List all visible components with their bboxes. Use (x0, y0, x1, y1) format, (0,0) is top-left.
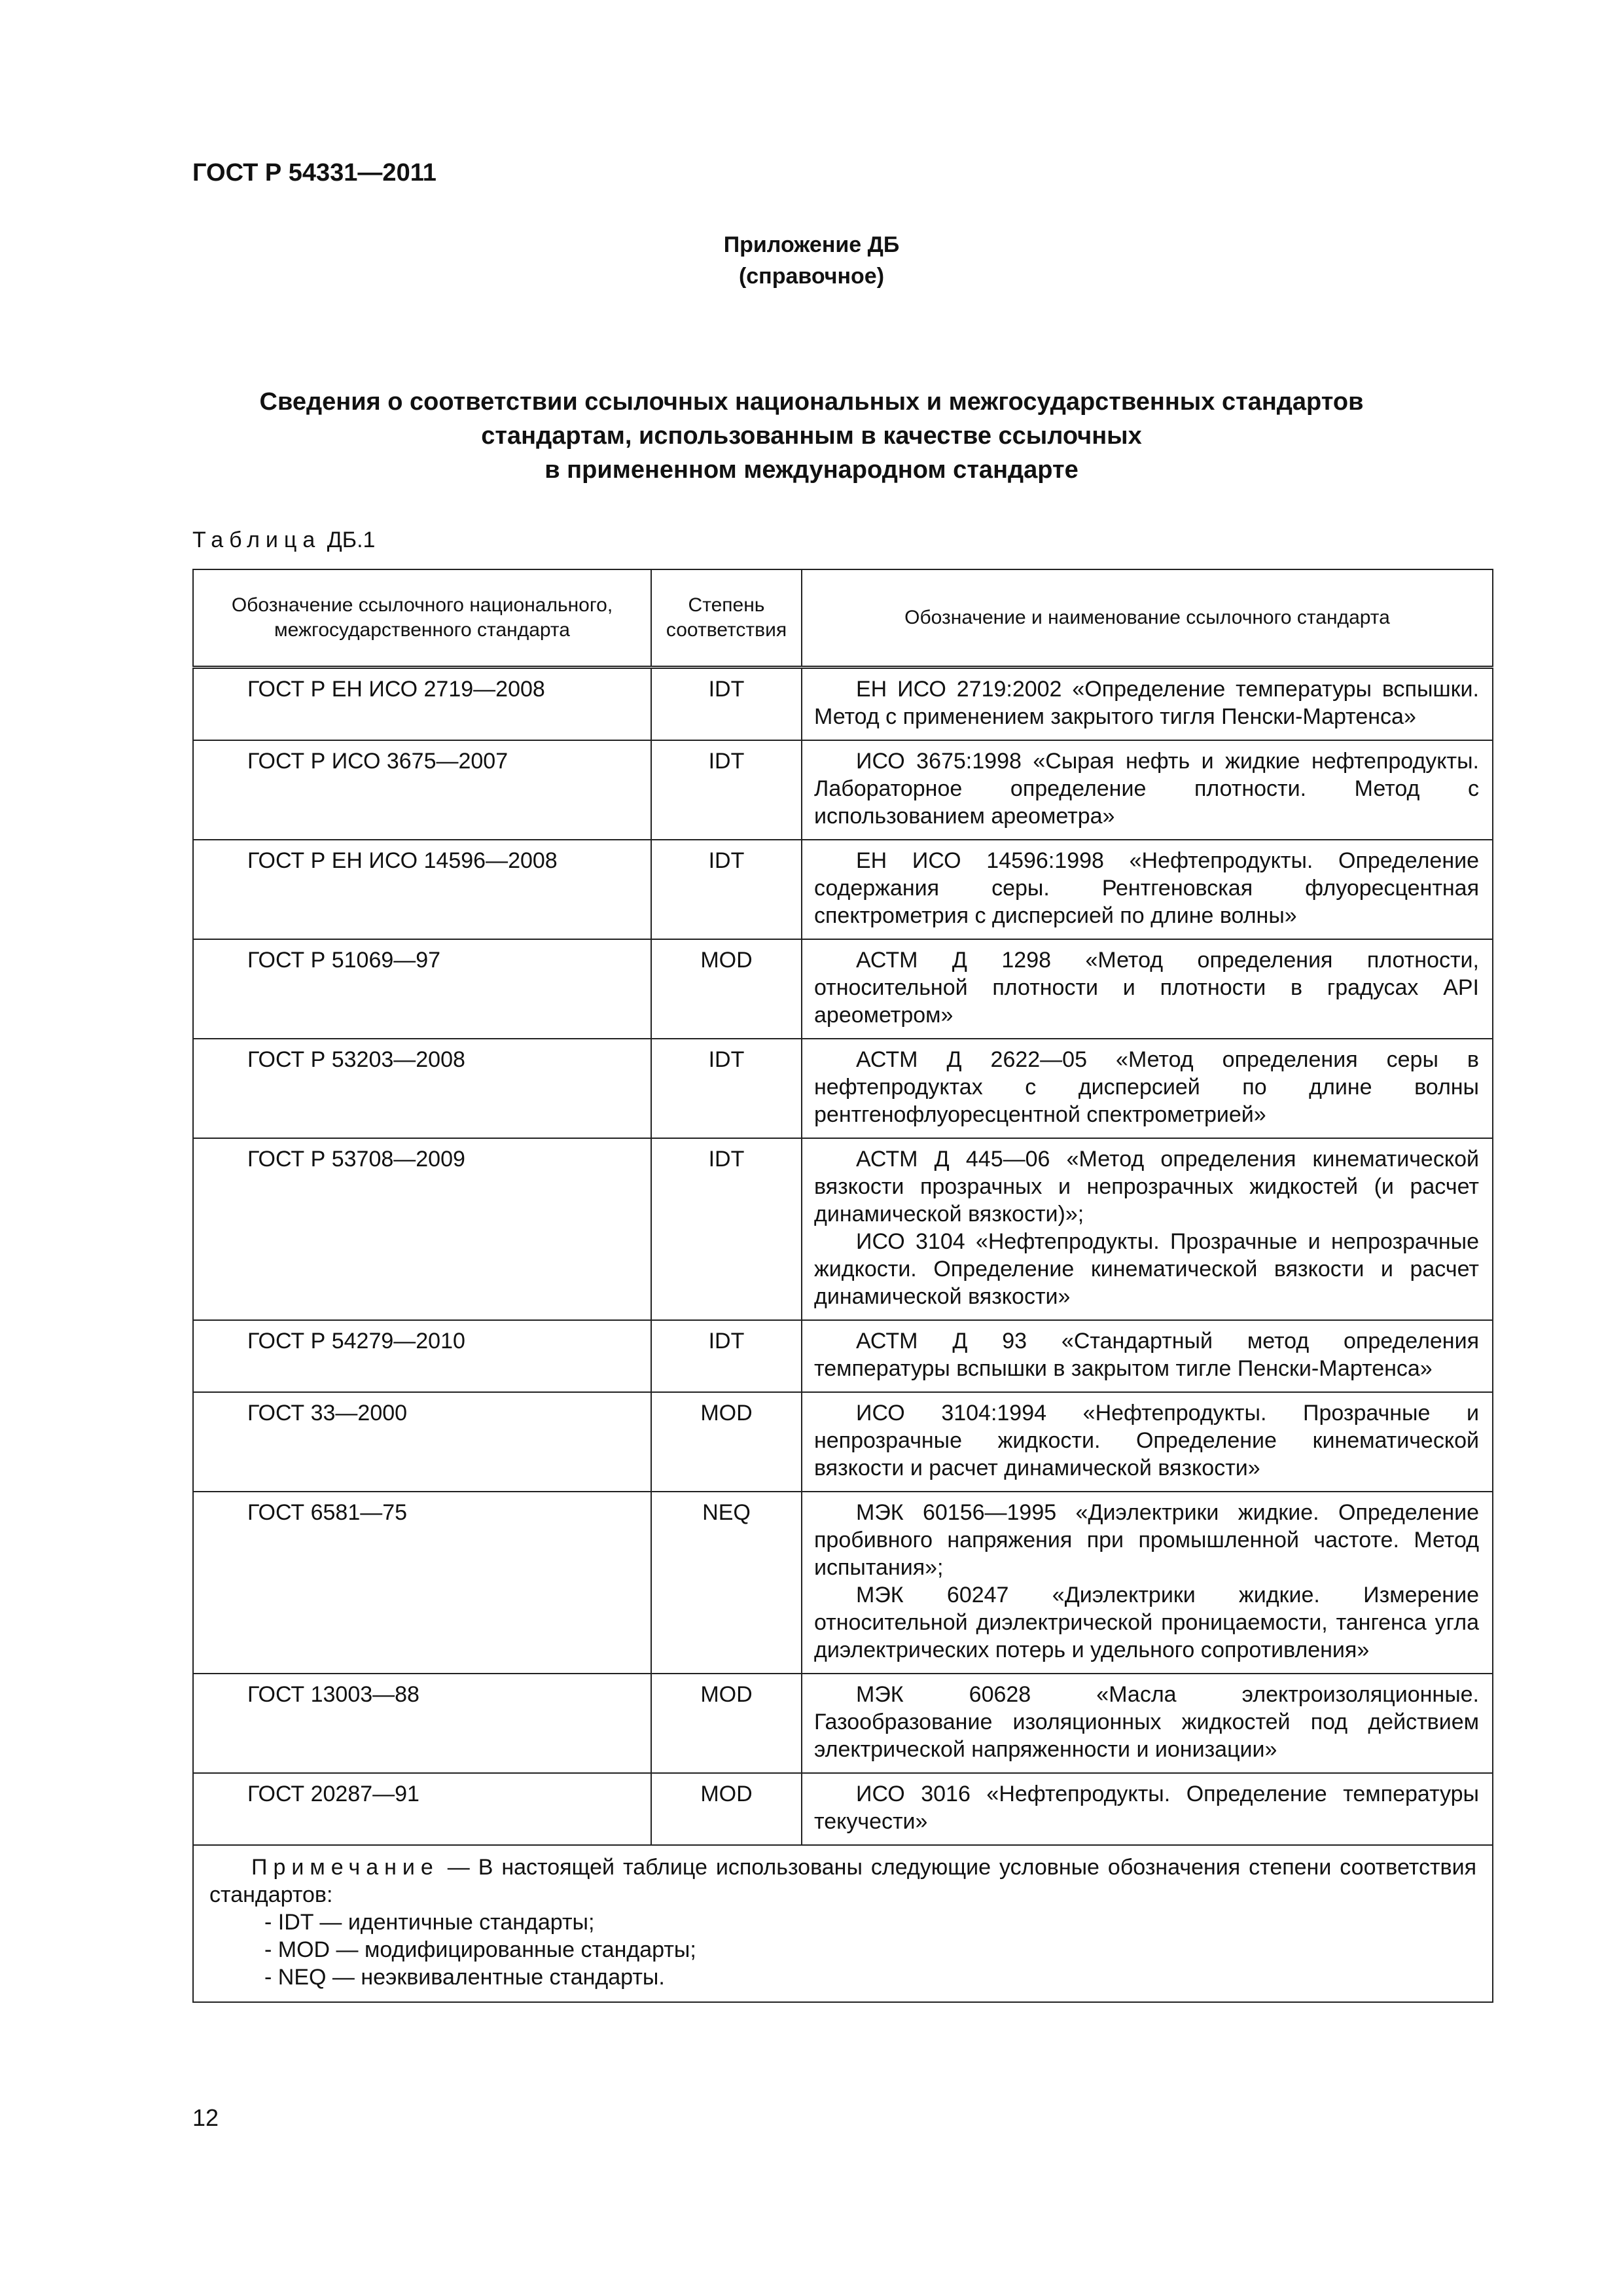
reference-description-paragraph: МЭК 60156—1995 «Диэлектрики жидкие. Определение пробивного напряжения при промышленной частоте. Метод испытания»; (814, 1500, 1479, 1580)
standards-table (192, 569, 1493, 2003)
degree-of-correspondence: MOD (651, 1392, 802, 1492)
section-title (131, 385, 1492, 487)
degree-of-correspondence: MOD (651, 1674, 802, 1773)
degree-of-correspondence: IDT (651, 668, 802, 741)
table-header-row (193, 569, 1493, 668)
section-title-line-1: Сведения о соответствии ссылочных национальных и межгосударственных стандартов (259, 388, 1364, 416)
standard-code: ГОСТ 20287—91 (193, 1773, 651, 1845)
standard-code: ГОСТ Р ЕН ИСО 14596—2008 (193, 840, 651, 939)
note-intro (209, 1854, 1476, 1909)
reference-description (802, 1039, 1493, 1138)
table-row (193, 840, 1493, 939)
degree-of-correspondence: MOD (651, 939, 802, 1039)
table-row (193, 1674, 1493, 1773)
header-national-standard: Обозначение ссылочного национального, межгосударственного стандарта (193, 569, 651, 668)
reference-description-paragraph: МЭК 60628 «Масла электроизоляционные. Газообразование изоляционных жидкостей под действием электрической напряженности и ионизации» (814, 1682, 1479, 1762)
reference-description (802, 1392, 1493, 1492)
degree-of-correspondence: IDT (651, 840, 802, 939)
table-body (193, 668, 1493, 2003)
reference-description (802, 939, 1493, 1039)
reference-description (802, 1320, 1493, 1392)
degree-of-correspondence: IDT (651, 740, 802, 840)
standard-code: ГОСТ Р 53708—2009 (193, 1138, 651, 1320)
reference-description-paragraph: ИСО 3016 «Нефтепродукты. Определение температуры текучести» (814, 1782, 1479, 1834)
reference-description-paragraph: ИСО 3104:1994 «Нефтепродукты. Прозрачные и непрозрачные жидкости. Определение кинематической вязкости и расчет динамической вязкости» (814, 1401, 1479, 1480)
standard-code: ГОСТ Р 53203—2008 (193, 1039, 651, 1138)
header-degree: Степень соответствия (651, 569, 802, 668)
reference-description-paragraph: ЕН ИСО 2719:2002 «Определение температуры вспышки. Метод с применением закрытого тигля Пенски-Мартенса» (814, 677, 1479, 729)
reference-description (802, 1674, 1493, 1773)
reference-description-paragraph: АСТМ Д 1298 «Метод определения плотности, относительной плотности и плотности в градусах API ареометром» (814, 948, 1479, 1028)
reference-description-paragraph: АСТМ Д 2622—05 «Метод определения серы в нефтепродуктах с дисперсией по длине волны рентгенофлуоресцентной спектрометрией» (814, 1047, 1479, 1127)
table-row (193, 1138, 1493, 1320)
appendix-title: Приложение ДБ (723, 232, 900, 257)
page-number: 12 (192, 2104, 219, 2131)
reference-description (802, 668, 1493, 741)
standard-code: ГОСТ Р 54279—2010 (193, 1320, 651, 1392)
section-title-line-3: в примененном международном стандарте (544, 456, 1079, 484)
table-row (193, 740, 1493, 840)
table-caption (192, 528, 375, 553)
reference-description-paragraph: АСТМ Д 93 «Стандартный метод определения температуры вспышки в закрытом тигле Пенски-Мартенса» (814, 1329, 1479, 1381)
table-row (193, 1773, 1493, 1845)
note-list-item: - NEQ — неэквивалентные стандарты. (264, 1965, 665, 1990)
table-row (193, 1392, 1493, 1492)
degree-of-correspondence: IDT (651, 1138, 802, 1320)
note-label: Примечание (251, 1855, 439, 1880)
appendix-subtitle: (справочное) (738, 264, 885, 289)
table-row (193, 939, 1493, 1039)
document-code: ГОСТ Р 54331—2011 (192, 159, 437, 187)
table-note (193, 1845, 1493, 2002)
reference-description (802, 840, 1493, 939)
table-row (193, 1320, 1493, 1392)
standard-code: ГОСТ Р ИСО 3675—2007 (193, 740, 651, 840)
reference-description-paragraph: АСТМ Д 445—06 «Метод определения кинематической вязкости прозрачных и непрозрачных жидкостей (и расчет динамической вязкости)»; (814, 1147, 1479, 1227)
standard-code: ГОСТ 33—2000 (193, 1392, 651, 1492)
reference-description (802, 740, 1493, 840)
note-list-item: - MOD — модифицированные стандарты; (264, 1937, 696, 1962)
standard-code: ГОСТ 13003—88 (193, 1674, 651, 1773)
note-intro-text: — В настоящей таблице использованы следующие условные обозначения степени соответствия стандартов: (209, 1855, 1476, 1907)
table-caption-number: ДБ.1 (327, 528, 376, 552)
header-reference-standard: Обозначение и наименование ссылочного стандарта (802, 569, 1493, 668)
reference-description-paragraph: ЕН ИСО 14596:1998 «Нефтепродукты. Определение содержания серы. Рентгеновская флуоресцентная спектрометрия с дисперсией по длине волны» (814, 848, 1479, 928)
degree-of-correspondence: NEQ (651, 1492, 802, 1674)
table-caption-word: Таблица (192, 528, 321, 552)
section-title-line-2: стандартам, использованным в качестве ссылочных (481, 422, 1142, 450)
reference-description-paragraph: ИСО 3675:1998 «Сырая нефть и жидкие нефтепродукты. Лабораторное определение плотности. Метод с использованием ареометра» (814, 749, 1479, 829)
table-row (193, 1039, 1493, 1138)
note-list-item: - IDT — идентичные стандарты; (264, 1910, 595, 1935)
table-row (193, 1492, 1493, 1674)
table-note-row (193, 1845, 1493, 2002)
reference-description-paragraph: ИСО 3104 «Нефтепродукты. Прозрачные и непрозрачные жидкости. Определение кинематической вязкости и расчет динамической вязкости» (814, 1229, 1479, 1309)
degree-of-correspondence: IDT (651, 1320, 802, 1392)
standard-code: ГОСТ 6581—75 (193, 1492, 651, 1674)
degree-of-correspondence: MOD (651, 1773, 802, 1845)
standard-code: ГОСТ Р ЕН ИСО 2719—2008 (193, 668, 651, 741)
reference-description (802, 1773, 1493, 1845)
reference-description (802, 1492, 1493, 1674)
table-row (193, 668, 1493, 741)
standard-code: ГОСТ Р 51069—97 (193, 939, 651, 1039)
reference-description-paragraph: МЭК 60247 «Диэлектрики жидкие. Измерение относительной диэлектрической проницаемости, тангенса угла диэлектрических потерь и удельного сопротивления» (814, 1583, 1479, 1662)
reference-description (802, 1138, 1493, 1320)
degree-of-correspondence: IDT (651, 1039, 802, 1138)
